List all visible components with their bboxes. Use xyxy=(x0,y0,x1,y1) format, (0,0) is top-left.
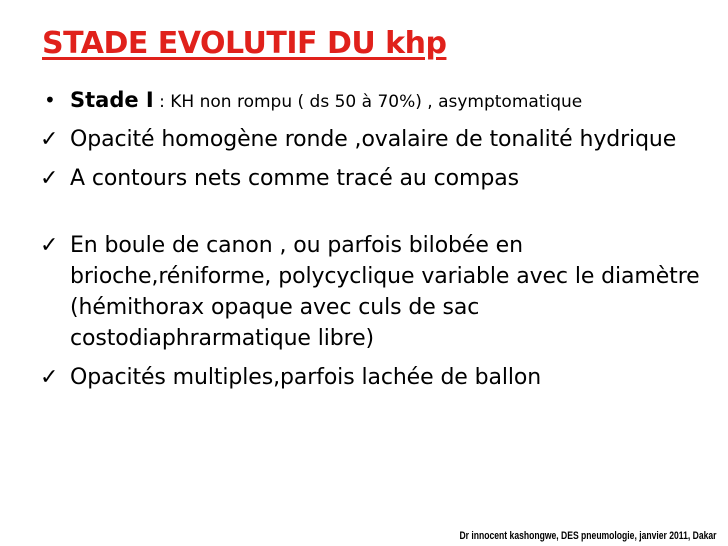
slide-content xyxy=(42,88,702,401)
stage-label: Stade I xyxy=(70,88,154,112)
bullet-item-stage xyxy=(42,88,702,115)
check-item-contours xyxy=(42,163,702,194)
checkmark-icon: ✓ xyxy=(40,365,59,390)
check-item-text: A contours nets comme tracé au compas xyxy=(70,166,519,191)
checkmark-icon: ✓ xyxy=(40,166,59,191)
check-item-text: Opacité homogène ronde ,ovalaire de tonalité hydrique xyxy=(70,127,677,152)
spacer xyxy=(42,202,702,230)
bullet-icon: • xyxy=(44,88,56,112)
check-item-multiple xyxy=(42,362,702,393)
slide-title: STADE EVOLUTIF DU khp xyxy=(42,26,447,61)
check-item-text: Opacités multiples,parfois lachée de ballon xyxy=(70,365,542,390)
check-item-text: En boule de canon , ou parfois bilobée en brioche,réniforme, polycyclique variable avec le diamètre (hémithorax opaque avec culs de sac costodiaphrarmatique libre) xyxy=(70,233,700,351)
checkmark-icon: ✓ xyxy=(40,233,59,258)
slide-footer: Dr innocent kashongwe, DES pneumologie, janvier 2011, Dakar xyxy=(458,530,716,542)
check-item-shape xyxy=(42,230,702,354)
check-item-opacity xyxy=(42,124,702,155)
stage-description: : KH non rompu ( ds 50 à 70%) , asymptomatique xyxy=(153,92,583,112)
checkmark-icon: ✓ xyxy=(40,127,59,152)
